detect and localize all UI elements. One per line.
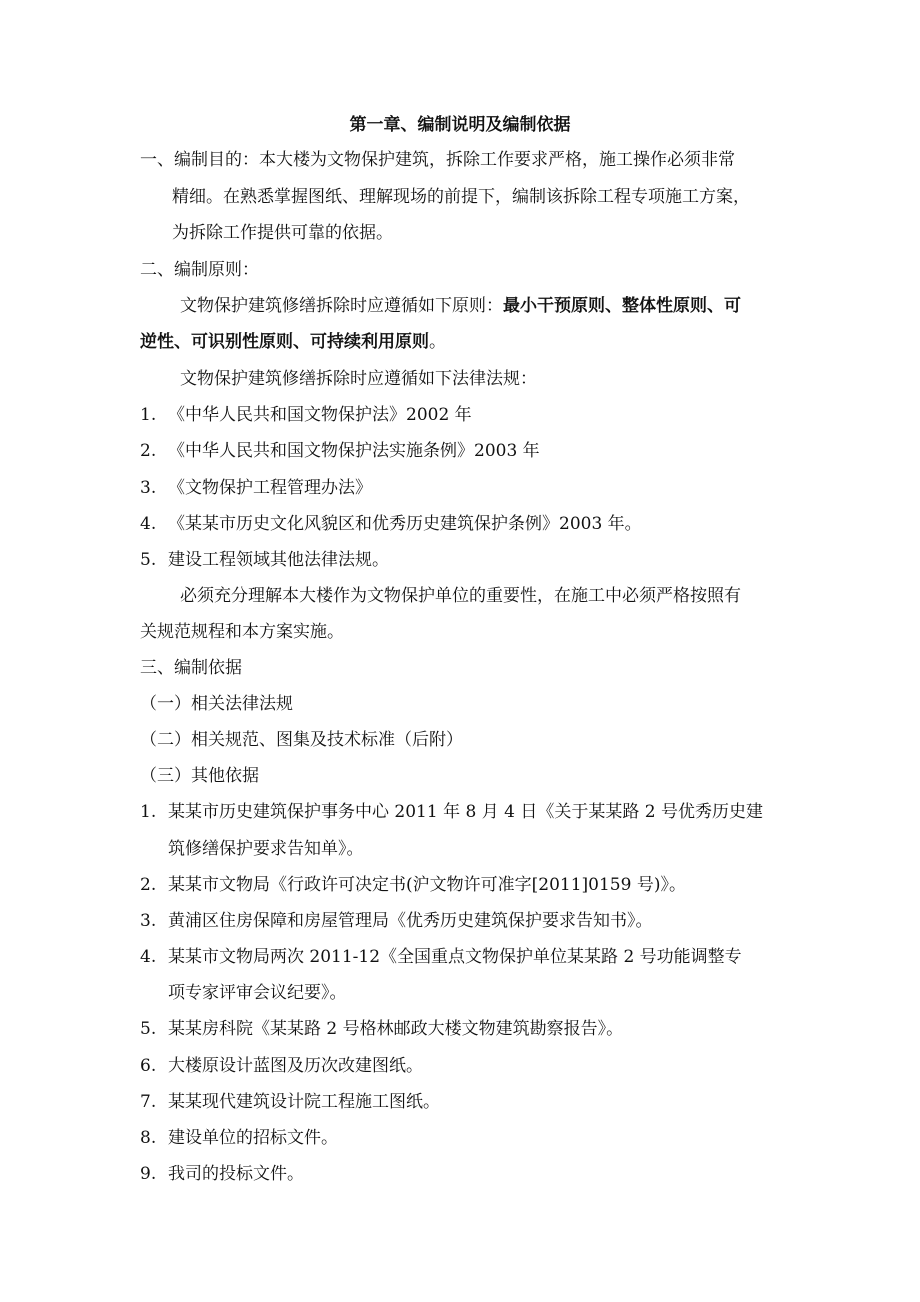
basis-item: 某某市文物局《行政许可决定书(沪文物许可准字[2011]0159 号)》。 bbox=[168, 875, 686, 895]
principle-bold: 逆性、可识别性原则、可持续利用原则 bbox=[140, 332, 429, 352]
list-number: 9. bbox=[140, 1164, 157, 1184]
laws-intro: 文物保护建筑修缮拆除时应遵循如下法律法规： bbox=[180, 369, 537, 389]
basis-item: 某某市历史建筑保护事务中心 2011 年 8 月 4 日《关于某某路 2 号优秀历史建 bbox=[168, 802, 763, 822]
note-text: 关规范规程和本方案实施。 bbox=[140, 622, 344, 642]
law-item: 《文物保护工程管理办法》 bbox=[168, 478, 372, 498]
basis-item: 黄浦区住房保障和房屋管理局《优秀历史建筑保护要求告知书》。 bbox=[168, 911, 653, 931]
list-number: 4. bbox=[140, 514, 157, 534]
list-number: 1. bbox=[140, 802, 157, 822]
law-item: 《某某市历史文化风貌区和优秀历史建筑保护条例》2003 年。 bbox=[168, 514, 642, 534]
principle-bold: 最小干预原则、整体性原则、可 bbox=[503, 296, 741, 316]
list-number: 5. bbox=[140, 1019, 157, 1039]
basis-item: 某某市文物局两次 2011-12《全国重点文物保护单位某某路 2 号功能调整专 bbox=[168, 947, 742, 967]
law-item: 《中华人民共和国文物保护法实施条例》2003 年 bbox=[168, 441, 540, 461]
basis-item: 某某现代建筑设计院工程施工图纸。 bbox=[168, 1092, 440, 1112]
principle-paragraph bbox=[180, 294, 741, 318]
list-number: 8. bbox=[140, 1128, 157, 1148]
basis-item: 建设单位的招标文件。 bbox=[168, 1128, 338, 1148]
list-number: 5. bbox=[140, 550, 157, 570]
basis-item: 我司的投标文件。 bbox=[168, 1164, 304, 1184]
list-number: 2. bbox=[140, 875, 157, 895]
principle-end: 。 bbox=[429, 332, 446, 352]
list-number: 3. bbox=[140, 478, 157, 498]
list-number: 4. bbox=[140, 947, 157, 967]
section-1-text: 一、编制目的：本大楼为文物保护建筑，拆除工作要求严格，施工操作必须非常 bbox=[140, 150, 735, 170]
law-item: 建设工程领域其他法律法规。 bbox=[168, 550, 389, 570]
subsection-heading: （一）相关法律法规 bbox=[140, 694, 293, 714]
subsection-heading: （三）其他依据 bbox=[140, 766, 259, 786]
section-3-heading: 三、编制依据 bbox=[140, 658, 242, 678]
chapter-title: 第一章、编制说明及编制依据 bbox=[349, 115, 571, 135]
list-number: 2. bbox=[140, 441, 157, 461]
principle-intro: 文物保护建筑修缮拆除时应遵循如下原则： bbox=[180, 296, 503, 316]
principle-paragraph bbox=[140, 330, 446, 354]
list-number: 7. bbox=[140, 1092, 157, 1112]
law-item: 《中华人民共和国文物保护法》2002 年 bbox=[168, 405, 472, 425]
list-number: 3. bbox=[140, 911, 157, 931]
basis-item-continued: 项专家评审会议纪要》。 bbox=[168, 983, 347, 1003]
note-text: 必须充分理解本大楼作为文物保护单位的重要性，在施工中必须严格按照有 bbox=[180, 586, 741, 606]
section-2-heading: 二、编制原则： bbox=[140, 260, 259, 280]
basis-item: 某某房科院《某某路 2 号格林邮政大楼文物建筑勘察报告》。 bbox=[168, 1019, 624, 1039]
list-number: 1. bbox=[140, 405, 157, 425]
section-1-text: 为拆除工作提供可靠的依据。 bbox=[172, 223, 393, 243]
basis-item-continued: 筑修缮保护要求告知单》。 bbox=[168, 839, 364, 859]
list-number: 6. bbox=[140, 1056, 157, 1076]
subsection-heading: （二）相关规范、图集及技术标准（后附） bbox=[140, 730, 463, 750]
basis-item: 大楼原设计蓝图及历次改建图纸。 bbox=[168, 1056, 423, 1076]
section-1-text: 精细。在熟悉掌握图纸、理解现场的前提下，编制该拆除工程专项施工方案， bbox=[172, 187, 750, 207]
